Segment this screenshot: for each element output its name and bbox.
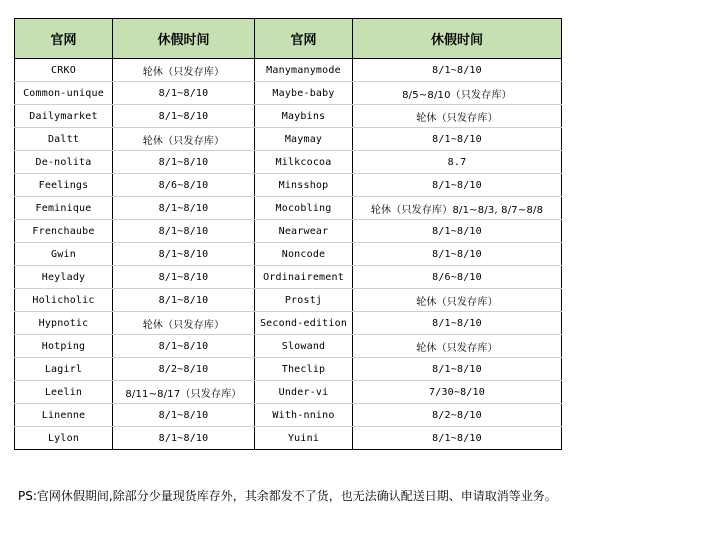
table-row <box>15 128 562 151</box>
table-row <box>15 404 562 427</box>
table-header-row <box>15 19 562 59</box>
site-name-cell: De-nolita <box>15 151 113 174</box>
site-name-cell: Manymanymode <box>255 59 353 82</box>
vacation-time-cell: 8/1~8/10 <box>353 220 562 243</box>
table-row <box>15 335 562 358</box>
site-name-cell: Linenne <box>15 404 113 427</box>
site-name-cell: Prostj <box>255 289 353 312</box>
vacation-time-cell: 8/6~8/10 <box>353 266 562 289</box>
vacation-time-cell: 8/2~8/10 <box>113 358 255 381</box>
table-row <box>15 82 562 105</box>
table-row <box>15 197 562 220</box>
site-name-cell: Yuini <box>255 427 353 450</box>
vacation-time-cell: 7/30~8/10 <box>353 381 562 404</box>
vacation-time-cell: 8/1~8/10 <box>113 82 255 105</box>
vacation-time-cell: 轮休（只发存库） <box>113 128 255 151</box>
vacation-time-cell: 8/1~8/10 <box>353 427 562 450</box>
site-name-cell: Maybins <box>255 105 353 128</box>
vacation-time-cell: 8/1~8/10 <box>113 151 255 174</box>
vacation-time-cell: 8/1~8/10 <box>353 128 562 151</box>
table-row <box>15 220 562 243</box>
vacation-time-cell: 8/1~8/10 <box>113 404 255 427</box>
table-row <box>15 105 562 128</box>
header-site: 官网 <box>15 19 113 59</box>
table-row <box>15 243 562 266</box>
vacation-schedule-table <box>14 18 562 450</box>
table-row <box>15 358 562 381</box>
vacation-time-cell: 8/1~8/10 <box>113 335 255 358</box>
site-name-cell: Ordinairement <box>255 266 353 289</box>
vacation-time-cell: 8/1~8/10 <box>113 197 255 220</box>
vacation-time-cell: 8/1~8/10 <box>113 105 255 128</box>
vacation-time-cell: 轮休（只发存库） <box>113 59 255 82</box>
table-row <box>15 427 562 450</box>
vacation-time-cell: 轮休（只发存库） <box>353 289 562 312</box>
table-row <box>15 289 562 312</box>
site-name-cell: Maybe-baby <box>255 82 353 105</box>
site-name-cell: Common-unique <box>15 82 113 105</box>
site-name-cell: Feelings <box>15 174 113 197</box>
table-row <box>15 59 562 82</box>
site-name-cell: Hotping <box>15 335 113 358</box>
site-name-cell: Nearwear <box>255 220 353 243</box>
header-site: 官网 <box>255 19 353 59</box>
site-name-cell: Slowand <box>255 335 353 358</box>
site-name-cell: Maymay <box>255 128 353 151</box>
vacation-time-cell: 8/1~8/10 <box>113 427 255 450</box>
site-name-cell: Theclip <box>255 358 353 381</box>
vacation-time-cell: 8/1~8/10 <box>353 243 562 266</box>
header-vacation-time: 休假时间 <box>353 19 562 59</box>
vacation-time-cell: 轮休（只发存库）8/1~8/3, 8/7~8/8 <box>353 197 562 220</box>
vacation-time-cell: 8/1~8/10 <box>113 220 255 243</box>
site-name-cell: Dailymarket <box>15 105 113 128</box>
vacation-time-cell: 8/1~8/10 <box>353 312 562 335</box>
vacation-time-cell: 轮休（只发存库） <box>353 105 562 128</box>
vacation-time-cell: 8/2~8/10 <box>353 404 562 427</box>
vacation-time-cell: 8/1~8/10 <box>113 289 255 312</box>
vacation-time-cell: 8/1~8/10 <box>353 174 562 197</box>
site-name-cell: Noncode <box>255 243 353 266</box>
vacation-time-cell: 8/11~8/17（只发存库） <box>113 381 255 404</box>
site-name-cell: Frenchaube <box>15 220 113 243</box>
site-name-cell: With-nnino <box>255 404 353 427</box>
site-name-cell: Under-vi <box>255 381 353 404</box>
vacation-time-cell: 8/6~8/10 <box>113 174 255 197</box>
table-row <box>15 151 562 174</box>
footnote: PS:官网休假期间,除部分少量现货库存外，其余都发不了货，也无法确认配送日期、申请取消等业务。 <box>18 489 557 503</box>
site-name-cell: Hypnotic <box>15 312 113 335</box>
vacation-time-cell: 8/1~8/10 <box>113 266 255 289</box>
site-name-cell: CRKO <box>15 59 113 82</box>
vacation-time-cell: 轮休（只发存库） <box>113 312 255 335</box>
site-name-cell: Mocobling <box>255 197 353 220</box>
site-name-cell: Milkcocoa <box>255 151 353 174</box>
site-name-cell: Heylady <box>15 266 113 289</box>
vacation-time-cell: 8/5~8/10（只发存库） <box>353 82 562 105</box>
vacation-time-cell: 8/1~8/10 <box>353 59 562 82</box>
vacation-time-cell: 轮休（只发存库） <box>353 335 562 358</box>
site-name-cell: Gwin <box>15 243 113 266</box>
site-name-cell: Lagirl <box>15 358 113 381</box>
table-row <box>15 312 562 335</box>
header-vacation-time: 休假时间 <box>113 19 255 59</box>
vacation-time-cell: 8.7 <box>353 151 562 174</box>
site-name-cell: Feminique <box>15 197 113 220</box>
table-row <box>15 174 562 197</box>
site-name-cell: Minsshop <box>255 174 353 197</box>
vacation-time-cell: 8/1~8/10 <box>113 243 255 266</box>
site-name-cell: Leelin <box>15 381 113 404</box>
table-row <box>15 266 562 289</box>
site-name-cell: Lylon <box>15 427 113 450</box>
table-row <box>15 381 562 404</box>
site-name-cell: Holicholic <box>15 289 113 312</box>
site-name-cell: Second-edition <box>255 312 353 335</box>
site-name-cell: Daltt <box>15 128 113 151</box>
vacation-time-cell: 8/1~8/10 <box>353 358 562 381</box>
